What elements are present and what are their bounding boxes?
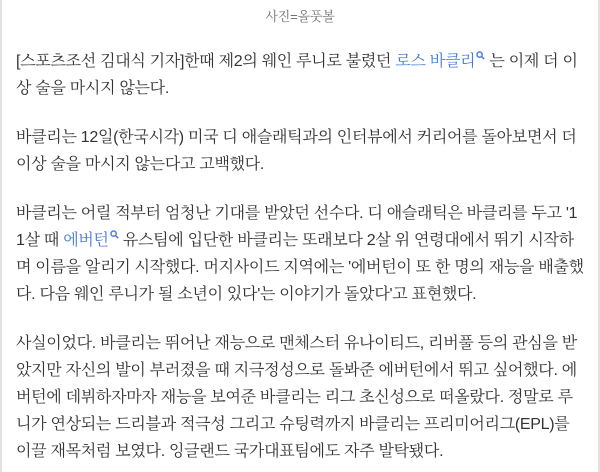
text-run: 바클리는 12일(한국시각) 미국 디 애슬래틱과의 인터뷰에서 커리어를 돌아보면서 더 이상 술을 마시지 않는다고 고백했다.	[16, 129, 577, 173]
entity-link-label: 에버턴	[63, 232, 109, 249]
entity-link[interactable]	[395, 53, 485, 70]
text-run: 는 이제 더 이상 술을 마시지 않는다.	[16, 53, 578, 97]
paragraph	[16, 200, 584, 308]
paragraph	[16, 330, 584, 465]
text-run: [스포츠조선 김대식 기자]한때 제2의 웨인 루니로 불렸던	[16, 53, 396, 70]
text-run: 바클리는 어릴 적부터 엄청난 기대를 받았던 선수다. 디 애슬래틱은 바클리를 두고 '11살 때	[16, 205, 578, 249]
text-run: 유스팀에 입단한 바클리는 또래보다 2살 위 연령대에서 뛰기 시작하며 이름을 알리기 시작했다. 머지사이드 지역에는 '에버턴이 또 한 명의 재능을 배출했다. 다음 웨인 루니가 될 소년이 있다'는 이야기가 돌았다'고 표현했다.	[16, 232, 584, 303]
search-icon	[110, 230, 119, 239]
article-body	[16, 48, 584, 465]
paragraph	[16, 124, 584, 178]
text-run: 사실이었다. 바클리는 뛰어난 재능으로 맨체스터 유나이티드, 리버풀 등의 관심을 받았지만 자신의 발이 부러졌을 때 지극정성으로 돌봐준 에버턴에서 뛰고 싶어했다. 에버턴에 데뷔하자마자 재능을 보여준 바클리는 리그 초신성으로 떠올랐다. 정말로 루니가 연상되는 드리블과 적극성 그리고 슈팅력까지 바클리는 프리미어리그(EPL)를 이끌 재목처럼 보였다. 잉글랜드 국가대표팀에도 자주 발탁됐다.	[16, 335, 577, 460]
entity-link-label: 로스 바클리	[395, 53, 476, 70]
entity-link[interactable]	[63, 232, 118, 249]
photo-credit: 사진=올풋볼	[265, 9, 335, 24]
paragraph	[16, 48, 584, 102]
search-icon	[476, 51, 485, 60]
